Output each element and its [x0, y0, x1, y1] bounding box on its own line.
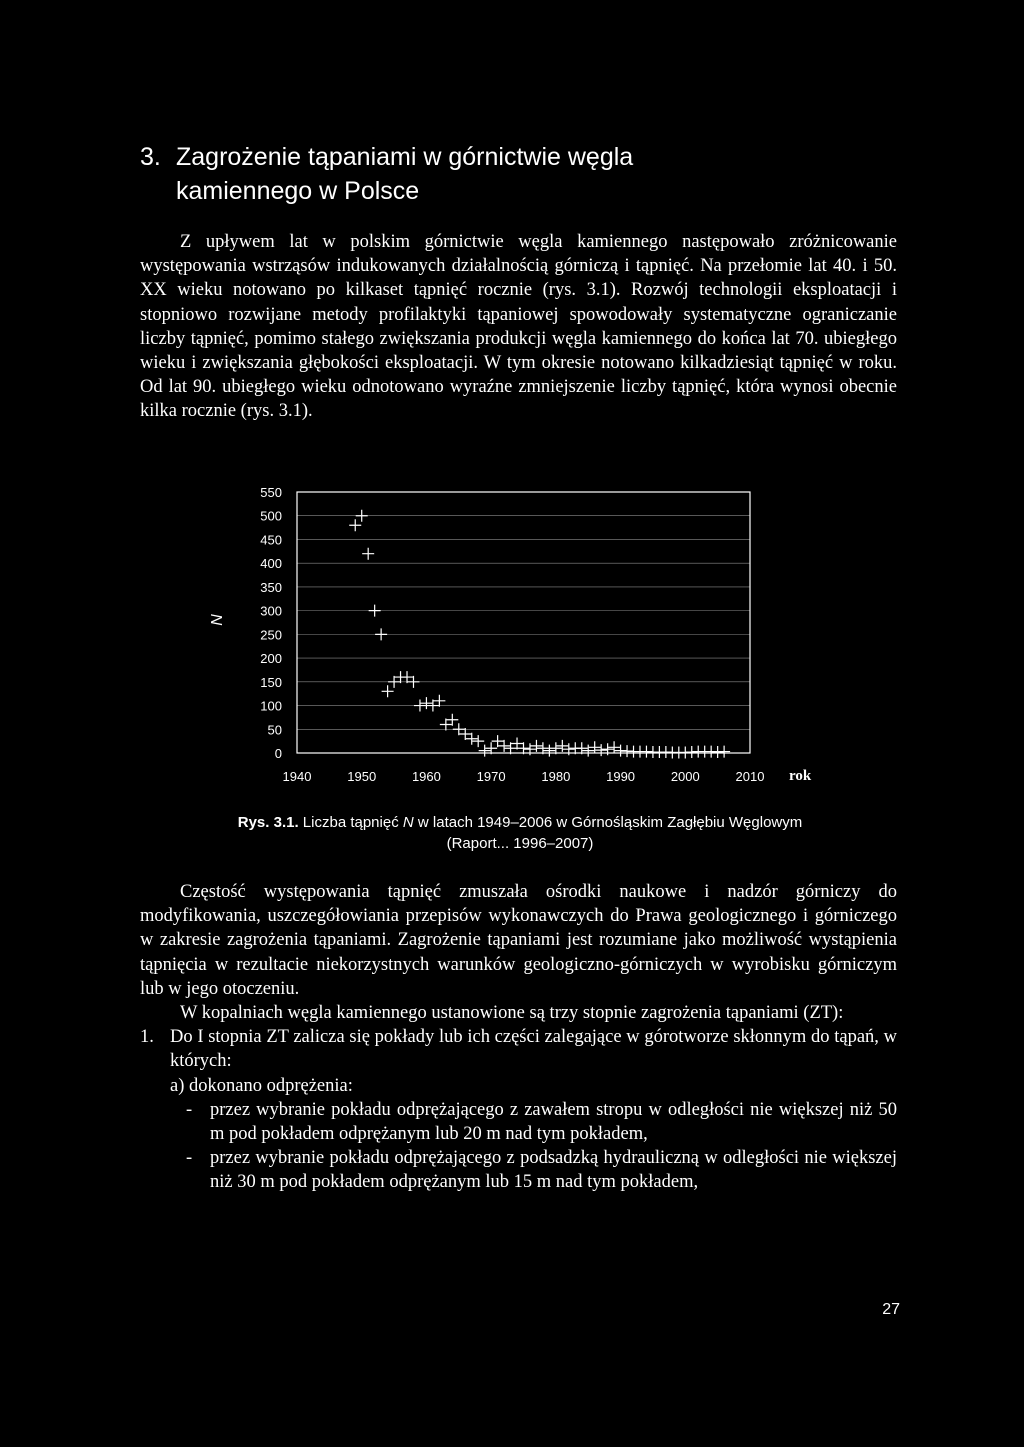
caption-text-before: Liczba tąpnięć	[302, 814, 399, 831]
figure-caption	[140, 812, 900, 854]
caption-source: (Raport... 1996–2007)	[446, 835, 594, 852]
paragraph-levels: W kopalniach węgla kamiennego ustanowione są trzy stopnie zagrożenia tąpaniami (ZT):	[180, 1003, 844, 1024]
y-tick-label: 450	[260, 532, 282, 548]
x-tick-labels	[283, 769, 765, 784]
data-point	[382, 685, 394, 697]
paragraph-hazard: Częstość występowania tąpnięć zmuszała ośrodki naukowe i nadzór górniczy do modyfikowania, uszczegółowiania przepisów wykonawczych do Prawa geologicznego i górniczego w zakresie zagrożenia tąpaniami. Zagrożenie tąpaniami jest rozumiane jako możliwość wystąpienia tąpnięcia w rezultacie niekorzystnych warunków geologiczno-górniczych w wyrobisku górniczym lub w jego otoczeniu.	[140, 882, 897, 999]
data-point	[595, 744, 607, 756]
chart-svg	[180, 475, 860, 795]
y-tick-label: 100	[260, 698, 282, 714]
y-tick-label: 0	[274, 746, 282, 761]
main-text	[140, 880, 897, 1195]
data-point	[582, 745, 594, 757]
data-point	[543, 745, 555, 757]
x-tick-label: 1940	[282, 769, 312, 784]
y-tick-label: 400	[260, 556, 282, 572]
chart-grid	[297, 492, 750, 753]
section-title-line1: Zagrożenie tąpaniami w górnictwie węgla	[176, 143, 634, 171]
list-marker: 1.	[140, 1027, 154, 1048]
y-tick-label: 50	[267, 722, 282, 738]
dash-item-1	[140, 1098, 897, 1146]
data-point	[556, 740, 568, 752]
list-item-1	[140, 1025, 897, 1073]
list-item-text: Do I stopnia ZT zalicza się pokłady lub ich części zalegające w górotworze skłonnym do tąpań, w których:	[170, 1027, 897, 1072]
x-tick-label: 1980	[541, 769, 571, 784]
y-tick-label: 200	[260, 651, 282, 667]
data-point	[369, 605, 381, 617]
data-point	[349, 519, 361, 531]
figure-chart	[180, 475, 860, 795]
data-point	[375, 628, 387, 640]
dash-item-text: przez wybranie pokładu odprężającego z podsadzką hydrauliczną w odległości nie większej niż 30 m pod pokładem odprężanym lub 15 m nad tym pokładem,	[210, 1148, 897, 1193]
data-point	[472, 735, 484, 747]
y-tick-labels	[260, 485, 282, 761]
data-point	[530, 740, 542, 752]
intro-paragraph: Z upływem lat w polskim górnictwie węgla kamiennego następowało zróżnicowanie występowania wstrząsów indukowanych działalnością górniczą i tąpnięć. Na przełomie lat 40. i 50. XX wieku notowano po kilkaset tąpnięć rocznie (rys. 3.1). Rozwój technologii eksploatacji i stopniowo rozwijane metody profilaktyki tąpaniowej spowodowały systematyczne ograniczanie liczby tąpnięć, pomimo stałego zwiększania produkcji węgla kamiennego do końca lat 70. ubiegłego wieku i zwiększania głębokości eksploatacji. W tym okresie notowano kilkadziesiąt tąpnięć w roku. Od lat 90. ubiegłego wieku odnotowano wyraźne zmniejszenie liczby tąpnięć, która wynosi obecnie kilka rocznie (rys. 3.1).	[140, 232, 897, 422]
x-tick-label: 2010	[735, 769, 765, 784]
y-tick-label: 150	[260, 674, 282, 690]
page-number: 27	[882, 1301, 900, 1318]
dash-item-text: przez wybranie pokładu odprężającego z zawałem stropu w odległości nie większej niż 50 m pod pokładem odprężanym lub 20 m nad tym pokładem,	[210, 1099, 897, 1145]
dash-marker: -	[186, 1148, 193, 1169]
section-title-line2: kamiennego w Polsce	[176, 177, 420, 205]
y-axis-label: N	[209, 614, 226, 626]
x-tick-label: 1950	[347, 769, 377, 784]
data-point	[479, 745, 491, 757]
y-tick-label: 350	[260, 579, 282, 595]
x-tick-label: 1990	[606, 769, 636, 784]
data-point	[356, 510, 368, 522]
caption-text-after: w latach 1949–2006 w Górnośląskim Zagłębiu Węglowym	[417, 814, 803, 831]
y-tick-label: 500	[260, 508, 282, 524]
plot-frame	[297, 492, 750, 753]
section-heading	[140, 140, 900, 208]
data-point	[420, 697, 432, 709]
data-point	[718, 746, 730, 758]
dash-item-2	[140, 1146, 897, 1194]
data-point	[608, 741, 620, 753]
section-number: 3.	[140, 143, 161, 171]
dash-marker: -	[186, 1099, 193, 1120]
caption-label: Rys. 3.1.	[237, 814, 299, 831]
x-tick-label: 2000	[670, 769, 700, 784]
y-tick-label: 250	[260, 627, 282, 643]
y-tick-label: 300	[260, 603, 282, 619]
data-point	[362, 548, 374, 560]
y-tick-label: 550	[260, 485, 282, 500]
x-axis-label: rok	[789, 768, 812, 784]
x-tick-label: 1960	[411, 769, 441, 784]
sub-item-a: a) dokonano odprężenia:	[170, 1075, 353, 1096]
data-point	[589, 741, 601, 753]
x-tick-label: 1970	[476, 769, 506, 784]
data-point	[414, 700, 426, 712]
caption-var: N	[402, 814, 414, 831]
